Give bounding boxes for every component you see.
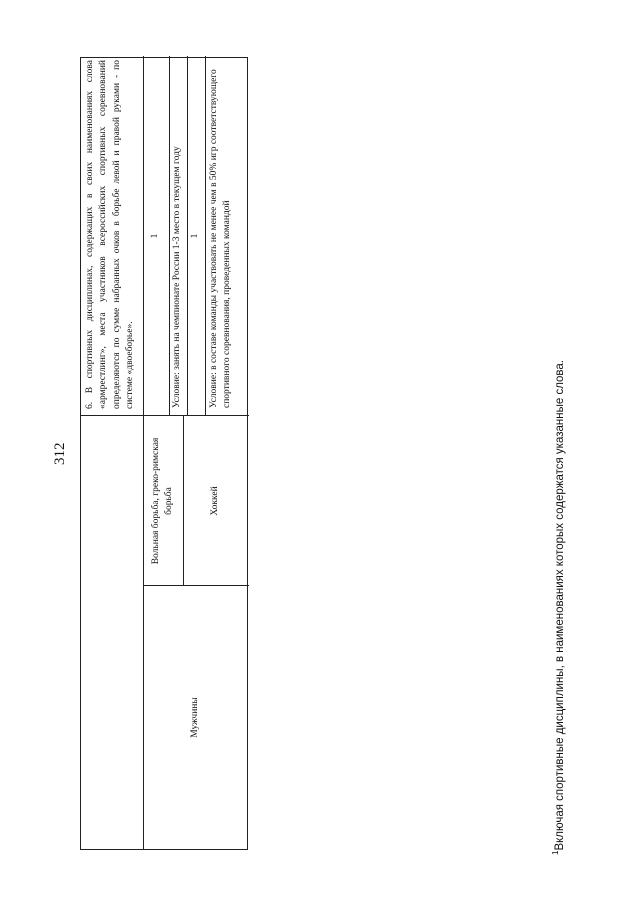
- sport-wrestling-cell: Вольная борьба, греко-римская борьба: [150, 437, 174, 565]
- footnote-marker: 1: [551, 850, 560, 855]
- norms-table: [80, 57, 248, 850]
- note-6-cell: 6. В спортивных дисциплинах, содержащих в своих наименованиях слова «армрестлинг», места участников всероссийских спортивных соревнований определяются по сумме набранных очков в борьбе левой и правой руками - по системе «двоеборье».: [85, 60, 136, 409]
- footnote-text: Включая спортивные дисциплины, в наименованиях которых содержатся указанные слова.: [553, 359, 566, 851]
- sport-hockey-cell: Хоккей: [210, 486, 221, 516]
- condition-cell-wrestling: Условие: занять на чемпионате России 1-3 место в текущем году: [172, 146, 182, 408]
- footnote: [551, 360, 566, 855]
- page-number: 312: [52, 442, 68, 465]
- value-cell-wrestling: 1: [150, 233, 161, 239]
- value-cell-hockey: 1: [190, 233, 201, 239]
- group-cell: Мужчины: [190, 697, 201, 738]
- condition-cell-hockey: Условие: в составе команды участвовать не менее чем в 50% игр соответствующего спортивного соревнования, проведенных командой: [209, 69, 233, 408]
